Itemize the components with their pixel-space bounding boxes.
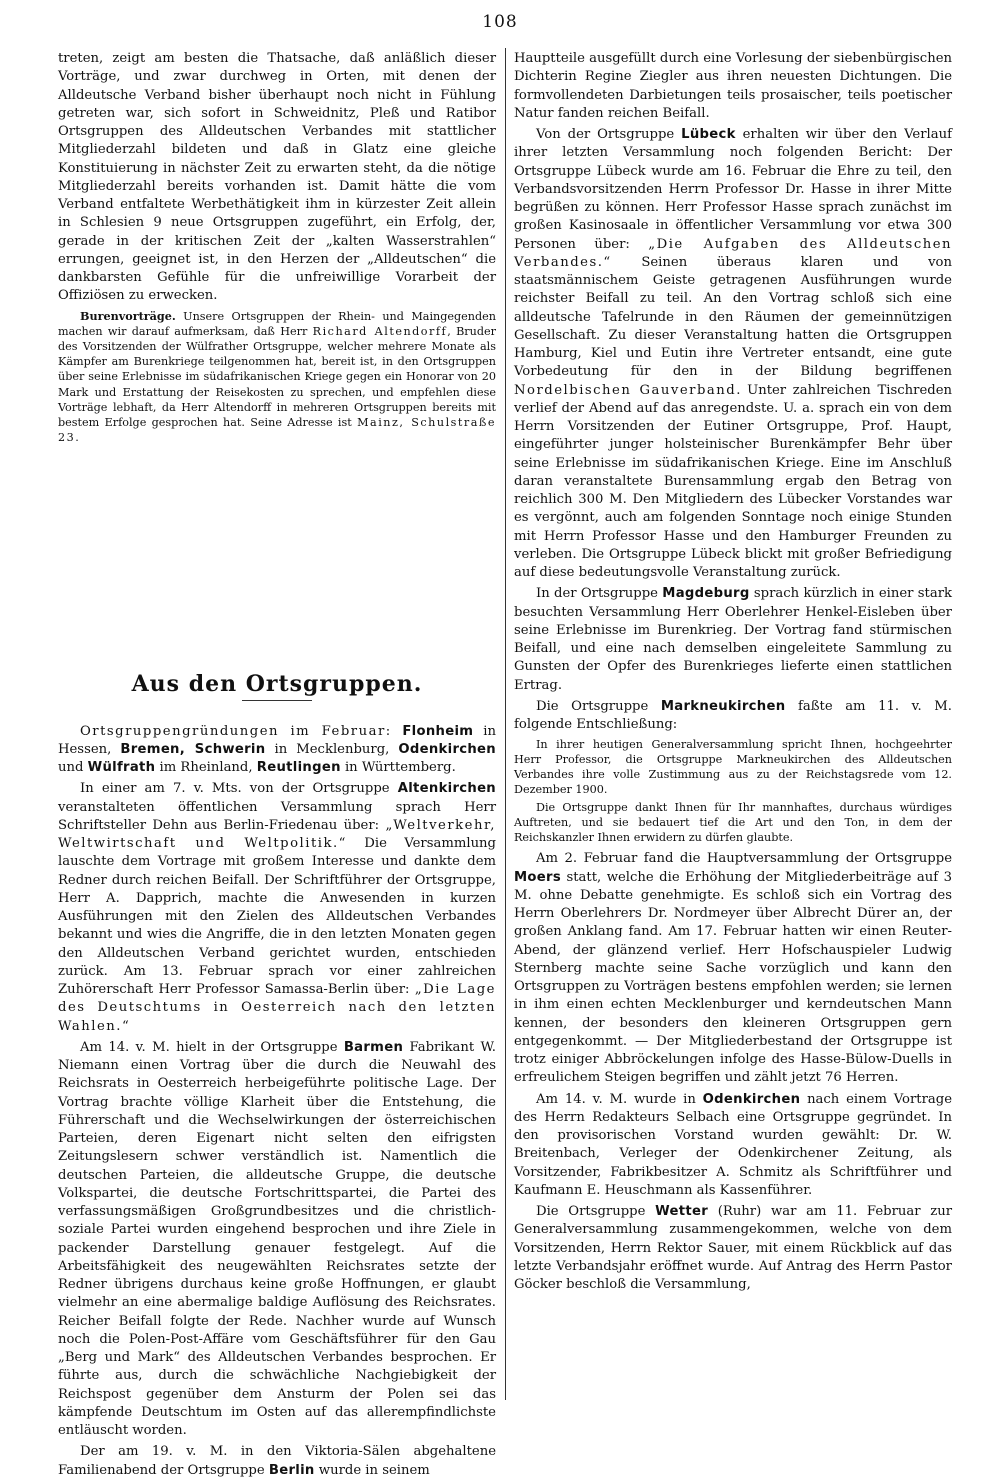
place-magdeburg: Magdeburg	[662, 586, 750, 602]
paragraph-berlin	[58, 1443, 496, 1480]
page-number: 108	[482, 12, 518, 32]
lecture-title: „Weltverkehr, Weltwirtschaft und Weltpolitik.“	[58, 817, 496, 852]
place-wuelfrath: Wülfrath	[87, 760, 156, 776]
paragraph-gruendungen	[58, 723, 496, 778]
text: Seinen überaus klaren und von staatsmännischem Geiste getragenen Ausführungen wurde reichster Beifall zu teil. An den Vortrag schloß sich eine alldeutsche Tafelrunde in den Räumen der gemeinnützigen Gesellschaft. Zu dieser Veranstaltung hatten die Ortsgruppen Hamburg, Kiel und Eutin ihre Vertreter entsandt, eine gute Vorbedeutung für den in der Bildung begriffenen	[514, 254, 952, 380]
text: In einer am 7. v. Mts. von der Ortsgruppe	[80, 781, 398, 797]
section-heading: Aus den Ortsgruppen.	[131, 671, 423, 698]
place-odenkirchen: Odenkirchen	[702, 1091, 801, 1107]
text: in Hessen,	[58, 723, 496, 757]
text: Am 14. v. M. hielt in der Ortsgruppe	[80, 1039, 344, 1055]
place-berlin: Berlin	[268, 1462, 315, 1478]
left-column	[58, 50, 497, 1478]
text: Die Versammlung lauschte dem Vortrage mit großem Interesse und dankte dem Redner durch reichen Beifall. Der Schriftführer der Ortsgruppe, Herr A. Dapprich, machte die Anwesenden in kurzen Ausführungen mit den Zielen des Alldeutschen Verbandes bekannt und wies die Angriffe, die in den letzten Monaten gegen den Alldeutschen Verband gerichtet wurden, entschieden zurück. Am 13. Februar sprach vor einer zahlreichen Zuhörerschaft Herr Professor Samassa-Berlin über:	[58, 836, 496, 998]
text: statt, welche die Erhöhung der Mitgliederbeiträge auf 3 M. ohne Debatte genehmigte. Es schloß sich ein Vortrag des Herrn Oberlehrers Dr. Nordmeyer über Albrecht Dürer an, der großen Anklang fand. Am 17. Februar hatten wir einen Reuter-Abend, der glänzend verlief. Herr Hofschauspieler Ludwig Sternberg machte seine Sache vorzüglich und kann den Ortsgruppen zu Vorträgen bestens empfohlen werden; sie lernen in ihm einen echten Mecklenburger und kerndeutschen Mann kennen, der besonders den kleineren Ortsgruppen gern entgegenkommt. — Der Mitgliederbestand der Ortsgruppe ist trotz einiger Abbröckelungen infolge des Hasse-Bülow-Duells in erfreulichem Steigen begriffen und zählt jetzt 76 Herren.	[514, 869, 952, 1086]
paragraph-altenkirchen	[58, 780, 496, 1036]
text: wurde in seinem	[314, 1462, 430, 1478]
burenvortraege-title: Burenvorträge.	[80, 308, 176, 323]
place-reutlingen: Reutlingen	[256, 760, 341, 776]
text: Die Ortsgruppe	[536, 698, 661, 714]
place-wetter: Wetter	[655, 1204, 709, 1219]
text: in Württemberg.	[340, 760, 456, 776]
place-moers: Moers	[514, 869, 561, 885]
paragraph-markneukirchen	[514, 698, 952, 735]
place-flonheim: Flonheim	[391, 723, 474, 739]
place-bremen-schwerin: Bremen, Schwerin	[120, 741, 266, 757]
text: veranstalteten öffentlichen Versammlung sprach Herr Schriftsteller Dehn aus Berlin-Friedenau über:	[58, 799, 496, 833]
burenvortraege-text: Unsere Ortsgruppen der Rhein- und Maingegenden machen wir darauf aufmerksam, daß Herr	[58, 309, 496, 338]
text: und	[58, 760, 88, 776]
gruendungen-label: Ortsgruppengründungen im Februar:	[80, 723, 392, 739]
paragraph-continuation: treten, zeigt am besten die Thatsache, daß anläßlich dieser Vorträge, und zwar durchweg in Orten, mit denen der Alldeutsche Verband bisher überhaupt noch nicht in Fühlung getreten war, sich sofort in Schweidnitz, Pleß und Ratibor Ortsgruppen des Alldeutschen Verbandes mit stattlicher Mitgliederzahl bildeten und daß in Glatz eine gleiche Konstituierung in nächster Zeit zu erwarten steht, da die nötige Mitgliederzahl bereits vorhanden ist. Damit hätte die vom Verband entfaltete Werbethätigkeit ihm in kürzester Zeit allein in Schlesien 9 neue Ortsgruppen zugeführt, ein Erfolg, der, gerade in der kritischen Zeit der „kalten Wasserstrahlen“ errungen, geeignet ist, in den Herzen der „Alldeutschen“ die dankbarsten Gefühle für die unfreiwillige Vorarbeit der Offiziösen zu erwecken.	[58, 51, 496, 304]
resolution-quote	[514, 737, 952, 845]
blank-space	[58, 447, 496, 663]
place-odenkirchen: Odenkirchen	[398, 741, 496, 757]
text: in Mecklenburg,	[265, 741, 399, 757]
paragraph-odenkirchen	[514, 1091, 952, 1201]
burenvortraege-notice	[58, 309, 496, 446]
text: Am 14. v. M. wurde in	[536, 1091, 703, 1107]
place-luebeck: Lübeck	[681, 127, 736, 142]
place-markneukirchen: Markneukirchen	[660, 698, 786, 714]
paragraph-continuation-right: Hauptteile ausgefüllt durch eine Vorlesung der siebenbürgischen Dichterin Regine Ziegler aus ihren neuesten Dichtungen. Die formvollendeten Darbietungen teils prosaischer, teils poetischer Natur fanden reichen Beifall.	[514, 51, 952, 121]
text: Der am 19. v. M. in den Viktoria-Sälen abgehaltene Familienabend der Ortsgruppe	[58, 1444, 496, 1478]
text: . Unter zahlreichen Tischreden verlief der Abend auf das anregendste. U. a. sprach ein von dem Herrn Vorsitzenden der Eutiner Ortsgruppe, Prof. Haupt, eingeführter junger holsteinischer Burenkämpfer Behr über seine Erlebnisse im südafrikanischen Kriege. Eine im Anschluß daran veranstaltete Burensammlung ergab den Betrag von reichlich 300 M. Den Mitgliedern des Lübecker Vorstandes war es vergönnt, auch am folgenden Sonntage noch einige Stunden mit Herrn Professor Hasse und den Hamburger Freunden zu verleben. Die Ortsgruppe Lübeck blickt mit großer Befriedigung auf diese bedeutungsvolle Veranstaltung zurück.	[514, 382, 952, 580]
heading-rule	[242, 700, 312, 701]
right-column	[514, 50, 952, 1400]
burenvortraege-text-2: , Bruder des Vorsitzenden der Wülfrather Ortsgruppe, welcher mehrere Monate als Kämpfer am Burenkriege teilgenommen hat, bereit ist, in den Ortsgruppen über seine Erlebnisse im südafrikanischen Kriege gegen ein Honorar von 20 Mark und Erstattung der Reisekosten zu sprechen, und empfehlen diese Vorträge lebhaft, da Herr Altendorff in mehreren Ortsgruppen bereits mit bestem Erfolge gesprochen hat. Seine Adresse ist	[58, 324, 496, 429]
burenvortraege-address: Mainz, Schulstraße 23.	[58, 415, 497, 445]
text: (Ruhr) war am 11. Februar zur Generalversammlung zusammengekommen, welche von dem Vorsitzenden, Herrn Rektor Sauer, mit einem Rückblick auf das letzte Verbandsjahr eröffnet wurde. Auf Antrag des Herrn Pastor Göcker beschloß die Versammlung,	[514, 1204, 952, 1292]
place-barmen: Barmen	[343, 1039, 404, 1055]
gauverband-name: Nordelbischen Gauverband	[514, 382, 737, 398]
text: Von der Ortsgruppe	[536, 127, 682, 142]
text: sprach kürzlich in einer stark besuchten Versammlung Herr Oberlehrer Henkel-Eisleben über seine Erlebnisse im Burenkrieg. Der Vortrag fand stürmischen Beifall, und eine nach demselben eingeleitete Sammlung zu Gunsten der Opfer des Burenkrieges lieferte einen stattlichen Ertrag.	[514, 586, 952, 693]
paragraph-moers	[514, 850, 952, 1087]
paragraph-magdeburg	[514, 585, 952, 695]
lecture-title-2: „Die Lage des Deutschtums in Oesterreich nach den letzten Wahlen.“	[58, 982, 496, 1034]
lecture-title: „Die Aufgaben des Alldeutschen Verbandes.“	[514, 236, 952, 270]
text: erhalten wir über den Verlauf ihrer letzten Versammlung noch folgenden Bericht: Der Ortsgruppe Lübeck wurde am 16. Februar die Ehre zu teil, den Verbandsvorsitzenden Herrn Professor Dr. Hasse in ihrer Mitte begrüßen zu können. Herr Professor Hasse sprach zunächst im großen Kasinosaale in öffentlicher Versammlung vor etwa 300 Personen über:	[514, 127, 952, 252]
quote-paragraph-2: Die Ortsgruppe dankt Ihnen für Ihr mannhaftes, durchaus würdiges Auftreten, und sie bedauert tief die Art und den Ton, in dem der Reichskanzler Ihnen erwidern zu dürfen glaubte.	[514, 801, 952, 845]
quote-paragraph-1: In ihrer heutigen Generalversammlung spricht Ihnen, hochgeehrter Herr Professor, die Ortsgruppe Markneukirchen des Alldeutschen Verbandes ihre volle Zustimmung aus zu der Reichstagsrede vom 12. Dezember 1900.	[514, 738, 952, 797]
text: Fabrikant W. Niemann einen Vortrag über die durch die Neuwahl des Reichsrats in Oesterreich herbeigeführte politische Lage. Der Vortrag brachte völlige Klarheit über die Entstehung, die Führerschaft und die Wechselwirkungen der österreichischen Parteien, deren Eigenart nicht selten den eifrigsten Zeitungslesern schwer verständlich ist. Namentlich die deutschen Parteien, die alldeutsche Gruppe, die deutsche Volkspartei, die deutsche Fortschrittspartei, die Partei des verfassungsmäßigen Großgrundbesitzes und die christlich-soziale Partei wurden eingehend besprochen und ihre Ziele in packender Darstellung genauer festgelegt. Auf die Arbeitsfähigkeit des neugewählten Reichsrates setzte der Redner übrigens durchaus keine große Hoffnungen, er glaubt vielmehr an eine abermalige baldige Auflösung des Reichsrates. Reicher Beifall folgte der Rede. Nachher wurde auf Wunsch noch die Polen-Post-Affäre vom Geschäftsführer für den Gau „Berg und Mark“ des Alldeutschen Verbandes besprochen. Er führte aus, durch die schwächliche Nachgiebigkeit der Reichspost gegenüber dem Ansturm der Polen sei das kämpfende Deutschtum im Osten auf das allerempfindlichste entläuscht worden.	[58, 1039, 496, 1439]
text: faßte am 11. v. M. folgende Entschließung:	[514, 698, 952, 732]
text: In der Ortsgruppe	[536, 586, 663, 602]
paragraph-wetter	[514, 1203, 952, 1294]
text: nach einem Vortrage des Herrn Redakteurs Selbach eine Ortsgruppe gegründet. In den provisorischen Vorstand wurden gewählt: Dr. W. Breitenbach, Verleger der Odenkirchener Zeitung, als Vorsitzender, Fabrikbesitzer A. Schmitz als Schriftführer und Kaufmann E. Heuschmann als Kassenführer.	[514, 1091, 953, 1198]
text: Die Ortsgruppe	[536, 1204, 656, 1219]
burenvortraege-name: Richard Altendorff	[312, 324, 448, 338]
text: im Rheinland,	[155, 760, 257, 776]
text: Am 2. Februar fand die Hauptversammlung der Ortsgruppe	[536, 851, 952, 867]
column-divider	[505, 48, 506, 1400]
place-altenkirchen: Altenkirchen	[397, 781, 496, 797]
paragraph-luebeck	[514, 126, 952, 582]
paragraph-barmen	[58, 1039, 496, 1441]
